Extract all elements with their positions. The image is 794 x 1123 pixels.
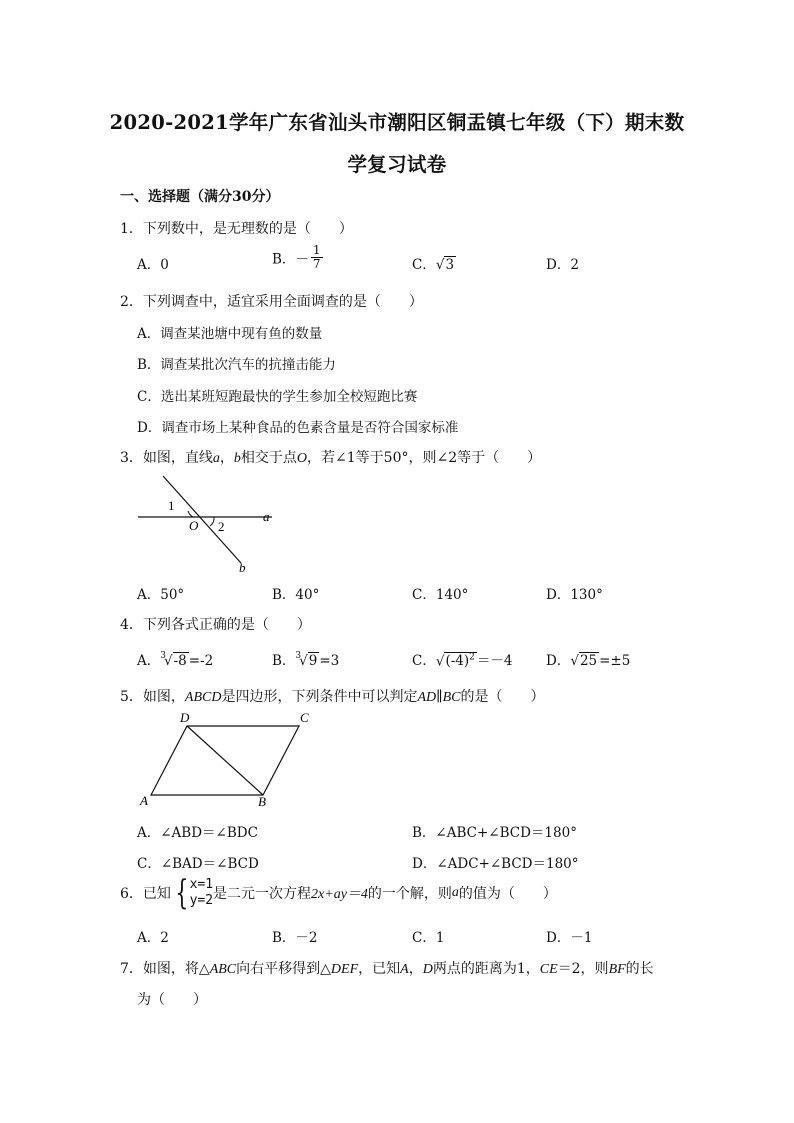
q5-option-d: D．∠ADC+∠BCD＝180° xyxy=(412,856,579,872)
q5-option-c: C．∠BAD＝∠BCD xyxy=(137,856,259,872)
q5-option-b: B．∠ABC+∠BCD＝180° xyxy=(412,825,577,841)
vertex-b-label: B xyxy=(258,794,266,809)
angle-2-label: 2 xyxy=(218,519,225,534)
q5-quadrilateral-figure xyxy=(135,706,325,810)
q3-option-b: B．40° xyxy=(272,587,320,603)
q6-option-c: C．1 xyxy=(412,930,445,946)
q6-option-d: D．－1 xyxy=(546,930,593,946)
diagonal-bd xyxy=(187,726,263,795)
q4-option-c: C．$√(-4)^2 =-4$ xyxy=(412,652,513,669)
vertex-c-label: C xyxy=(300,710,309,725)
q3-option-d: D．130° xyxy=(546,587,603,603)
q4-option-b: B．$^3$√9 =3 xyxy=(272,651,340,669)
q3-option-a: A．50° xyxy=(137,587,185,603)
page-title-line1: 2020-2021学年广东省汕头市潮阳区铜盂镇七年级（下）期末数 xyxy=(109,111,685,134)
angle-2-arc xyxy=(210,517,214,526)
equation-system: { x=1 y=2 xyxy=(175,873,214,913)
point-o-label: O xyxy=(189,518,199,533)
q1-option-d: D．2 xyxy=(546,257,579,273)
line-b xyxy=(163,476,241,563)
question-7-stem-line2: 为（ ） xyxy=(137,992,207,1008)
q1-option-a: A．0 xyxy=(137,257,169,273)
question-6-stem: 6．已知 { x=1 y=2 是二元一次方程2x+ay＝4的一个解，则a的值为（ ） xyxy=(120,873,557,913)
q2-option-b: B．调查某批次汽车的抗撞击能力 xyxy=(137,357,336,373)
line-a-label: a xyxy=(263,509,270,524)
question-2-stem: 2．下列调查中，适宜采用全面调查的是（ ） xyxy=(120,294,423,310)
q6-option-b: B．－2 xyxy=(272,930,318,946)
fraction: $\frac{1}{7}$ xyxy=(312,243,321,271)
q2-option-a: A．调查某池塘中现有鱼的数量 xyxy=(137,326,323,342)
q1-option-b: B．－ $\frac{1}{7}$ xyxy=(272,243,321,271)
page-title-line2: 学复习试卷 xyxy=(347,153,447,176)
question-1-stem: 1．下列数中，是无理数的是（ ） xyxy=(120,221,353,237)
q2-option-c: C．选出某班短跑最快的学生参加全校短跑比赛 xyxy=(137,389,418,405)
q4-option-d: D．√25 =±5 xyxy=(546,653,631,669)
q1-option-c: C．√3 xyxy=(412,257,455,273)
question-3-stem: 3．如图，直线a，b相交于点O，若∠1等于50°，则∠2等于（ ） xyxy=(120,450,542,466)
line-b-label: b xyxy=(239,560,246,575)
angle-1-arc xyxy=(188,511,193,517)
q4-option-a: A．$^3$√-8 =-2 xyxy=(137,651,214,669)
angle-1-label: 1 xyxy=(168,498,175,513)
section-heading: 一、选择题（满分30分） xyxy=(120,189,280,205)
q3-option-c: C．140° xyxy=(412,587,469,603)
q6-option-a: A．2 xyxy=(137,930,169,946)
question-7-stem: 7．如图，将△ABC向右平移得到△DEF，已知A，D两点的距离为1，CE＝2，则BF的长 xyxy=(120,961,654,977)
q5-option-a: A．∠ABD＝∠BDC xyxy=(137,825,258,841)
question-4-stem: 4．下列各式正确的是（ ） xyxy=(120,617,311,633)
q3-intersecting-lines-figure xyxy=(130,470,290,576)
q2-option-d: D．调查市场上某种食品的色素含量是否符合国家标准 xyxy=(137,420,459,436)
vertex-d-label: D xyxy=(180,710,190,725)
sqrt-symbol: √3 xyxy=(435,257,455,273)
vertex-a-label: A xyxy=(140,793,148,808)
question-5-stem: 5．如图，ABCD是四边形，下列条件中可以判定AD∥BC的是（ ） xyxy=(120,689,545,705)
